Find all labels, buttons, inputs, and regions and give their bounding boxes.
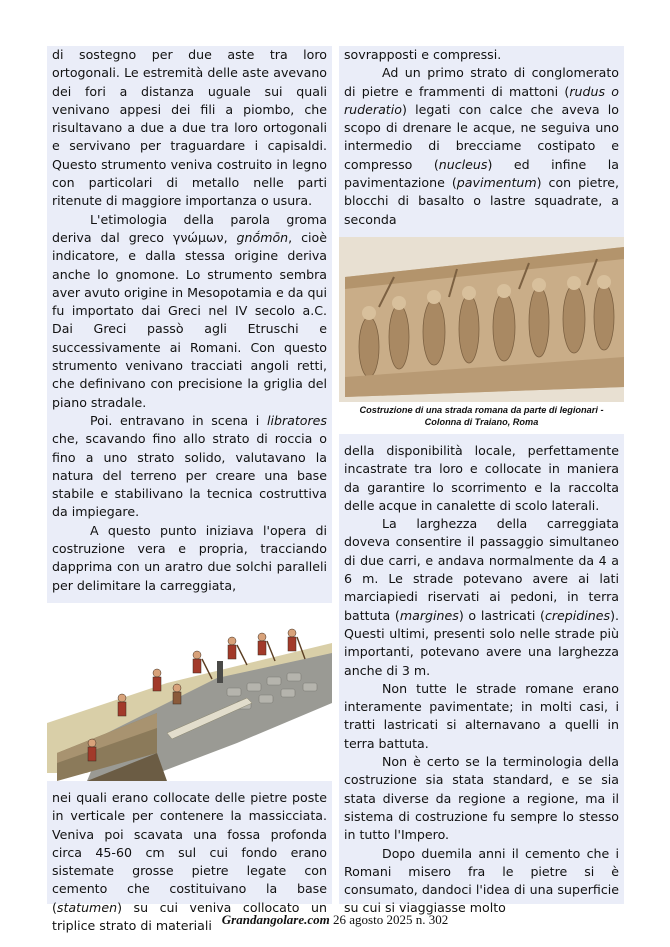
page-footer <box>0 912 670 928</box>
figure-caption: Costruzione di una strada romana da parte di legionari - Colonna di Traiano, Roma <box>359 404 604 427</box>
road-construction-illustration <box>47 603 332 781</box>
paragraph: sovrapposti e compressi. <box>344 47 502 62</box>
paragraph: della disponibilità locale, perfettamente incastrate tra loro e collocate in maniera da garantire lo scorrimento e la raccolta delle acque in canalette di scolo laterali. <box>344 442 619 513</box>
paragraph: nei quali erano collocate delle pietre poste in verticale per contenere la massicciata. Veniva poi scavata una fossa profonda circa 45-60 cm sul cui fondo erano sistemate grosse pietre legate con cemento che costituivano la base (statumen) su cui veniva collocato un triplice strato di materiali <box>52 789 327 933</box>
paragraph: L'etimologia della parola groma deriva dal greco γνώμων, gnṓmōn, cioè indicatore, e dalla stessa origine deriva anche lo gnomone. Lo strumento sembra aver avuto origine in Mesopotamia e da qui fu importato dai Greci nel IV secolo a.C. Dai Greci passò agli Etruschi e successivamente ai Romani. Con questo strumento venivano tracciati angoli retti, che definivano con precisione la griglia del piano stradale. <box>52 211 327 410</box>
site-name: Grandangolare.com <box>221 912 330 927</box>
trajan-column-figure <box>339 237 624 434</box>
paragraph: Ad un primo strato di conglomerato di pietre e frammenti di mattoni (rudus o ruderatio) legati con calce che aveva lo scopo di drenare le acque, ne seguiva uno intermedio di brecciame costipato e compresso (nucleus) ed infine la pavimentazione (pavimentum) con pietre, blocchi di basalto o lastre squadrate, a seconda <box>344 65 620 227</box>
right-column <box>339 46 624 916</box>
paragraph: Non è certo se la terminologia della costruzione sia stata standard, e se sia stata diverse da regione a regione, ma il sistema di costruzione fu sempre lo stesso in tutto l'Impero. <box>344 754 619 843</box>
paragraph: A questo punto iniziava l'opera di costruzione vera e propria, tracciando dapprima con un aratro due solchi paralleli per delimitare la carreggiata, <box>52 522 327 593</box>
paragraph: di sostegno per due aste tra loro ortogonali. Le estremità delle aste avevano dei fori a distanza uguale sui quali venivano appesi dei fili a piombo, che risultavano a due a due tra loro ortogonali e servivano per traguardare i capisaldi. Questo strumento veniva costruito in legno con particolari di metallo nelle parti ritenute di maggiore importanza o usura. <box>52 47 327 209</box>
paragraph: Non tutte le strade romane erano interamente pavimentate; in molti casi, i tratti lastricati si alternavano a quelli in terra battuta. <box>344 680 619 751</box>
paragraph: Dopo duemila anni il cemento che i Romani misero fra le pietre si è consumato, dandoci l'idea di una superficie su cui si viaggiasse molto <box>344 845 619 916</box>
trajan-column-relief <box>339 237 624 402</box>
road-construction-drawing <box>47 603 332 781</box>
paragraph: Poi. entravano in scena i libratores che, scavando fino allo strato di roccia o fino a uno strato solido, valutavano la natura del terreno per creare una base stabile e stabilivano la tecnica costruttiva da impiegare. <box>52 412 327 520</box>
paragraph: La larghezza della carreggiata doveva consentire il passaggio simultaneo di due carri, e andava normalmente da 4 a 6 m. Le strade potevano avere ai lati marciapiedi riservati ai pedoni, in terra battuta (margines) o lastricati (crepidines). Questi ultimi, presenti solo nelle strade più importanti, potevano avere una larghezza anche di 3 m. <box>344 516 619 678</box>
issue-info: 26 agosto 2025 n. 302 <box>329 912 449 927</box>
